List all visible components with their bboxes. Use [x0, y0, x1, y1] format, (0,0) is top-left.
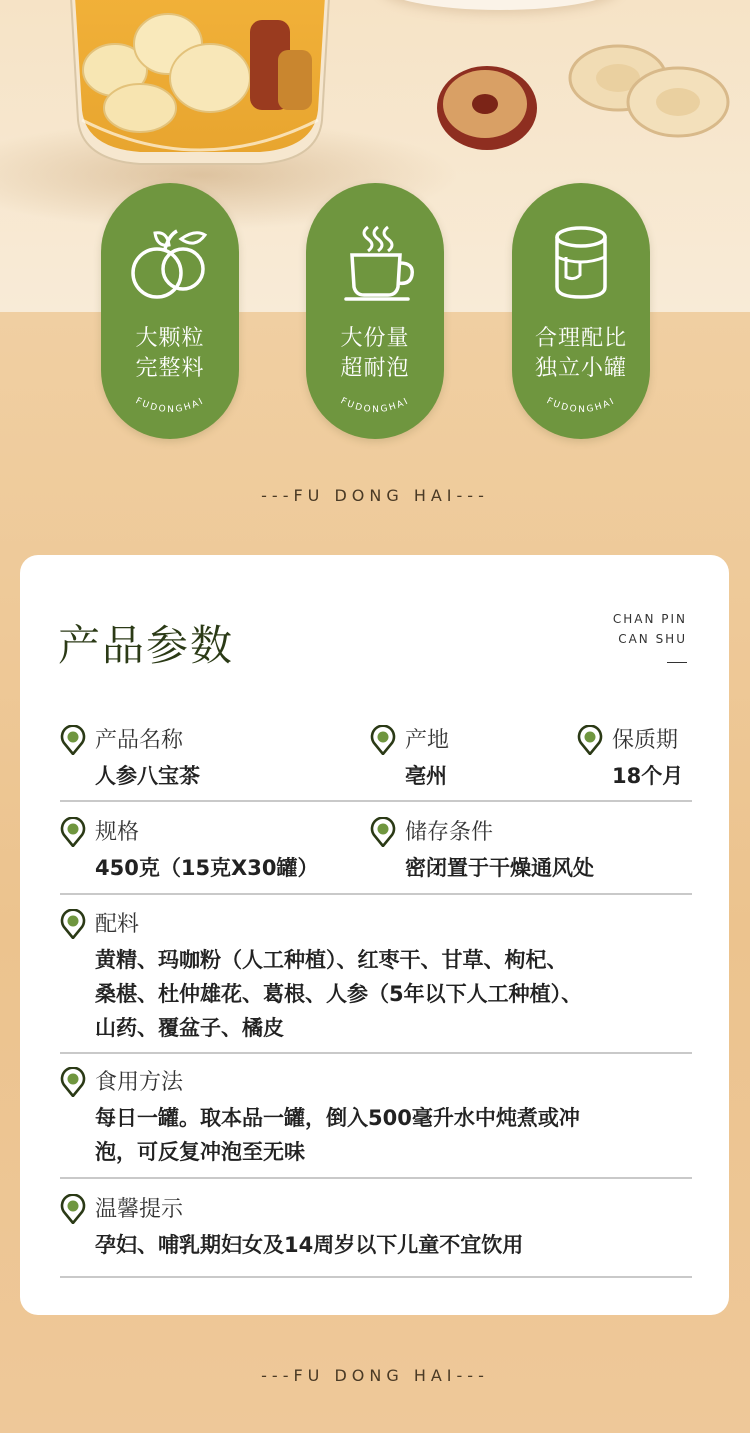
product-parameters-card [20, 555, 729, 1315]
badge-arc-text [512, 378, 650, 428]
ingredients-line: 黄精、玛咖粉（人工种植）、红枣干、甘草、枸杞、 [95, 948, 568, 972]
badge-line1: 合理配比 [534, 326, 627, 351]
location-pin-icon [60, 725, 86, 755]
usage-line: 泡，可反复冲泡至无味 [95, 1140, 305, 1164]
feature-badge-ratio-jar [512, 183, 650, 439]
location-pin-icon [577, 725, 603, 755]
field-value: 450克（15克X30罐） [95, 856, 319, 880]
feature-badge-large-portion [306, 183, 444, 439]
divider [60, 1276, 692, 1278]
ingredients-line: 山药、覆盆子、橘皮 [95, 1016, 284, 1040]
divider [60, 1052, 692, 1054]
location-pin-icon [370, 817, 396, 847]
field-label: 食用方法 [95, 1070, 184, 1095]
card-title: 产品参数 [58, 621, 235, 670]
berries-icon [125, 223, 215, 303]
ginseng-slices-image [560, 36, 740, 146]
steaming-cup-icon [330, 223, 420, 303]
badge-arc-text [306, 378, 444, 428]
badge-arc-text [101, 378, 239, 428]
divider [60, 893, 692, 895]
location-pin-icon [60, 1194, 86, 1224]
location-pin-icon [60, 817, 86, 847]
field-label: 产品名称 [95, 728, 184, 753]
field-value: 人参八宝茶 [95, 764, 200, 788]
location-pin-icon [60, 1067, 86, 1097]
card-subtitle-line2: CAN SHU [618, 632, 687, 646]
brand-divider-bottom: ---FU DONG HAI--- [261, 1366, 489, 1385]
field-value: 孕妇、哺乳期妇女及14周岁以下儿童不宜饮用 [95, 1233, 524, 1257]
field-label: 规格 [95, 820, 140, 845]
field-value: 18个月 [612, 764, 684, 788]
badge-line2: 超耐泡 [340, 356, 410, 381]
field-label: 产地 [405, 728, 450, 753]
field-label: 温馨提示 [95, 1197, 184, 1222]
badge-line2: 完整料 [135, 356, 205, 381]
card-subtitle-line1: CHAN PIN [612, 612, 687, 626]
field-value [95, 943, 582, 1045]
divider [60, 1177, 692, 1179]
svg-text:FUDONGHAI: FUDONGHAI [338, 396, 412, 416]
subtitle-dash [667, 662, 687, 663]
field-value: 密闭置于干燥通风处 [405, 856, 594, 880]
svg-text:FUDONGHAI: FUDONGHAI [544, 396, 618, 416]
badge-line2: 独立小罐 [534, 356, 627, 381]
card-subtitle [613, 609, 687, 669]
badge-line1: 大颗粒 [135, 326, 205, 351]
brand-divider-top: ---FU DONG HAI--- [261, 486, 489, 505]
field-label: 储存条件 [405, 820, 494, 845]
dried-jujube-slice-image [432, 60, 542, 160]
field-value: 亳州 [405, 764, 447, 788]
jar-icon [536, 223, 626, 303]
field-label: 配料 [95, 912, 140, 937]
divider [60, 800, 692, 802]
svg-text:FUDONGHAI: FUDONGHAI [133, 396, 207, 416]
feature-badge-large-granules [101, 183, 239, 439]
field-value [95, 1101, 580, 1169]
ingredients-line: 桑椹、杜仲雄花、葛根、人参（5年以下人工种植）、 [95, 982, 583, 1006]
field-label: 保质期 [612, 728, 679, 753]
plate-edge [380, 0, 620, 10]
location-pin-icon [60, 909, 86, 939]
location-pin-icon [370, 725, 396, 755]
badge-line1: 大份量 [340, 326, 410, 351]
tea-glass-image [60, 0, 340, 170]
usage-line: 每日一罐。取本品一罐，倒入500毫升水中炖煮或冲 [95, 1106, 580, 1130]
